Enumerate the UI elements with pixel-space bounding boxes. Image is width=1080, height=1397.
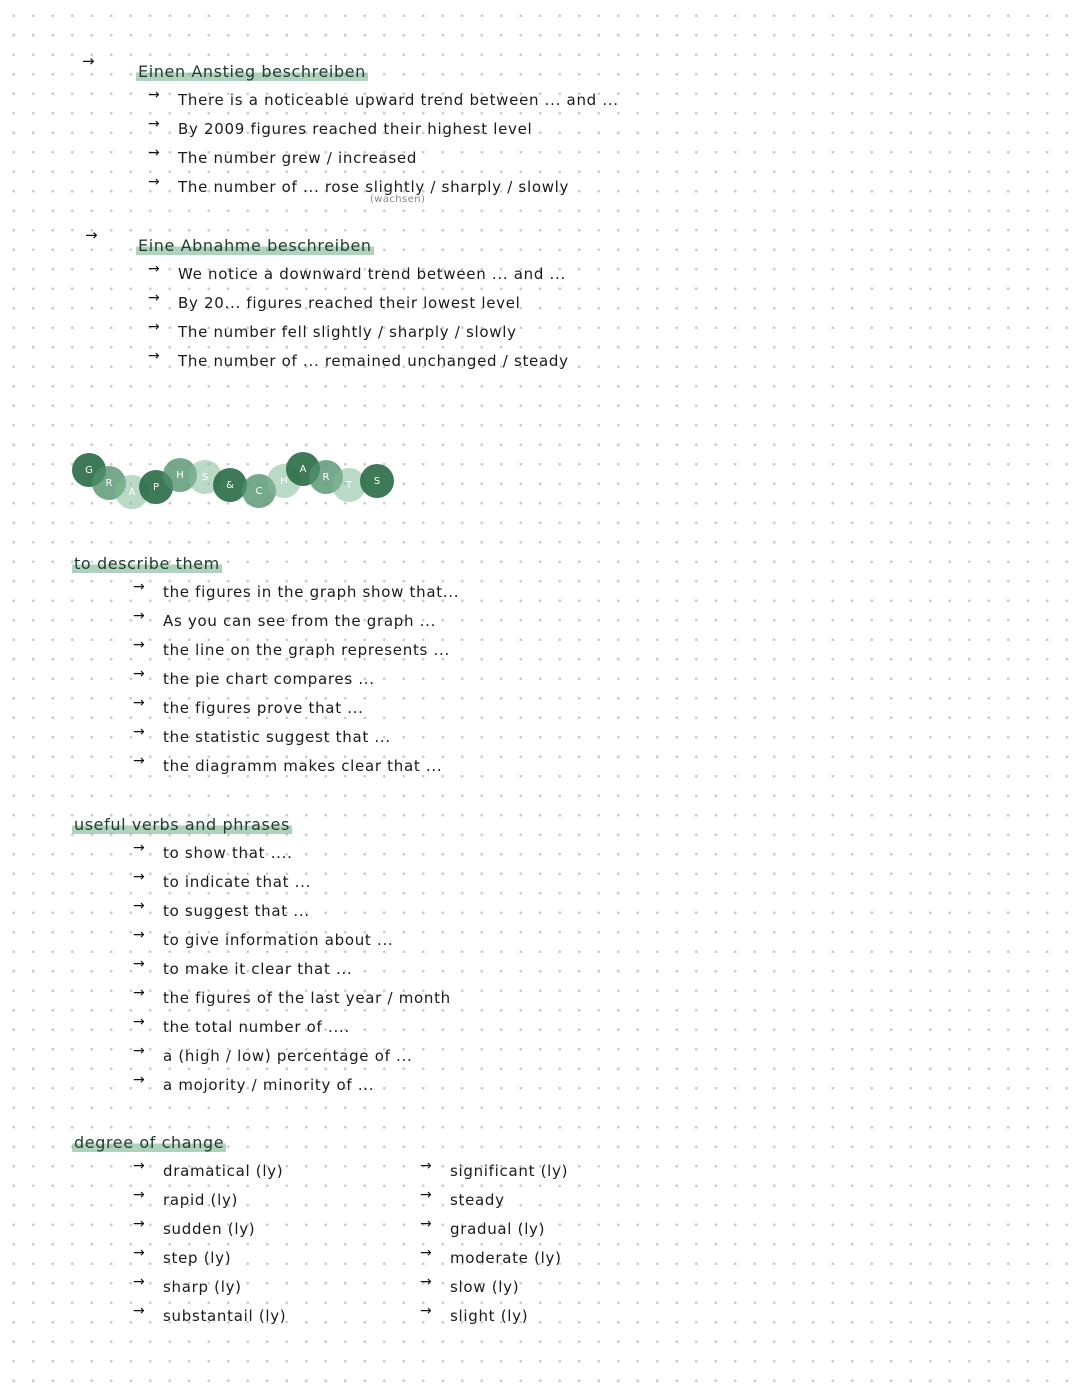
arrow-icon: → [133,1043,146,1059]
arrow-icon: → [133,579,146,595]
list-item: → steady [420,1187,505,1209]
banner-bubble: H [163,458,197,492]
arrow-icon: → [133,1158,146,1174]
banner-bubble: S [360,464,394,498]
degree-left-list [133,1158,287,1336]
arrow-icon: → [420,1245,433,1261]
arrow-icon: → [420,1274,433,1290]
arrow-icon: → [148,87,161,103]
list-item: → significant (ly) [420,1158,569,1180]
banner-bubble: S [188,460,222,494]
banner-bubble: P [139,470,173,504]
heading-describe-text: to describe them [74,554,220,573]
arrow-icon: → [133,898,146,914]
list-item: → the total number of .... [133,1014,350,1036]
list-item: → to indicate that ... [133,869,312,891]
arrow-icon: → [148,319,161,335]
arrow-icon: → [148,348,161,364]
section-arrow-rise: → [82,52,95,70]
list-item: → to suggest that ... [133,898,310,920]
arrow-icon: → [133,724,146,740]
banner-bubble: R [92,466,126,500]
heading-rise [136,62,368,81]
banner-bubble: & [213,468,247,502]
list-item: → substantail (ly) [133,1303,287,1325]
banner-bubble: A [115,475,149,509]
list-item: → the statistic suggest that ... [133,724,391,746]
translation-note: (wachsen) [370,194,426,205]
heading-verbs [72,815,292,834]
list-item: → the figures in the graph show that... [133,579,460,601]
arrow-icon: → [133,608,146,624]
banner-bubble: A [286,452,320,486]
arrow-icon: → [133,1072,146,1088]
list-item: → sharp (ly) [133,1274,242,1296]
list-item: → the figures prove that ... [133,695,364,717]
arrow-icon: → [133,985,146,1001]
arrow-icon: → [133,840,146,856]
describe-list [133,579,460,786]
list-item: → The number of ... remained unchanged / steady [148,348,569,370]
arrow-icon: → [133,1245,146,1261]
arrow-icon: → [133,1014,146,1030]
list-item: → the diagramm makes clear that ... [133,753,443,775]
arrow-icon: → [148,174,161,190]
banner-bubble: C [242,474,276,508]
list-item: → By 20... figures reached their lowest level [148,290,521,312]
rise-list [148,87,619,207]
list-item: → a (high / low) percentage of ... [133,1043,413,1065]
list-item: → We notice a downward trend between ... and ... [148,261,566,283]
banner-bubble: T [332,468,366,502]
list-item: → As you can see from the graph ... [133,608,437,630]
degree-right-list [420,1158,569,1336]
list-item: → The number fell slightly / sharply / slowly [148,319,517,341]
heading-rise-text: Einen Anstieg beschreiben [138,62,366,81]
arrow-icon: → [133,1187,146,1203]
graphs-charts-banner [70,448,400,512]
arrow-icon: → [148,145,161,161]
list-item: → step (ly) [133,1245,232,1267]
list-item: → the line on the graph represents ... [133,637,450,659]
list-item: → a mojority / minority of ... [133,1072,375,1094]
arrow-icon: → [148,290,161,306]
heading-fall [136,236,374,255]
arrow-icon: → [133,927,146,943]
arrow-icon: → [148,116,161,132]
arrow-icon: → [148,261,161,277]
arrow-icon: → [133,753,146,769]
section-arrow-fall: → [85,226,98,244]
list-item: → to make it clear that ... [133,956,353,978]
list-item: → dramatical (ly) [133,1158,284,1180]
list-item: → to give information about ... [133,927,394,949]
list-item: → sudden (ly) [133,1216,256,1238]
heading-verbs-text: useful verbs and phrases [74,815,290,834]
heading-fall-text: Eine Abnahme beschreiben [138,236,372,255]
banner-bubble: H [267,464,301,498]
arrow-icon: → [420,1216,433,1232]
heading-describe [72,554,222,573]
fall-list [148,261,569,381]
list-item: → gradual (ly) [420,1216,546,1238]
arrow-icon: → [133,1303,146,1319]
banner-bubble: R [309,460,343,494]
arrow-icon: → [133,695,146,711]
list-item: → slow (ly) [420,1274,520,1296]
heading-degree [72,1133,226,1152]
banner-bubble: G [72,453,106,487]
arrow-icon: → [420,1303,433,1319]
list-item: → By 2009 figures reached their highest level [148,116,533,138]
arrow-icon: → [133,1274,146,1290]
list-item: → rapid (ly) [133,1187,239,1209]
list-item: → The number grew / increased [148,145,418,167]
verbs-list [133,840,451,1105]
list-item: → slight (ly) [420,1303,529,1325]
arrow-icon: → [420,1158,433,1174]
heading-degree-text: degree of change [74,1133,225,1152]
arrow-icon: → [133,869,146,885]
arrow-icon: → [133,956,146,972]
list-item: → the figures of the last year / month [133,985,451,1007]
list-item: → There is a noticeable upward trend between ... and ... [148,87,619,109]
arrow-icon: → [420,1187,433,1203]
list-item: → the pie chart compares ... [133,666,375,688]
list-item: → to show that .... [133,840,293,862]
list-item: → moderate (ly) [420,1245,562,1267]
arrow-icon: → [133,1216,146,1232]
list-item: → The number of ... rose slightly / sharply / slowly [148,174,570,196]
arrow-icon: → [133,666,146,682]
arrow-icon: → [133,637,146,653]
